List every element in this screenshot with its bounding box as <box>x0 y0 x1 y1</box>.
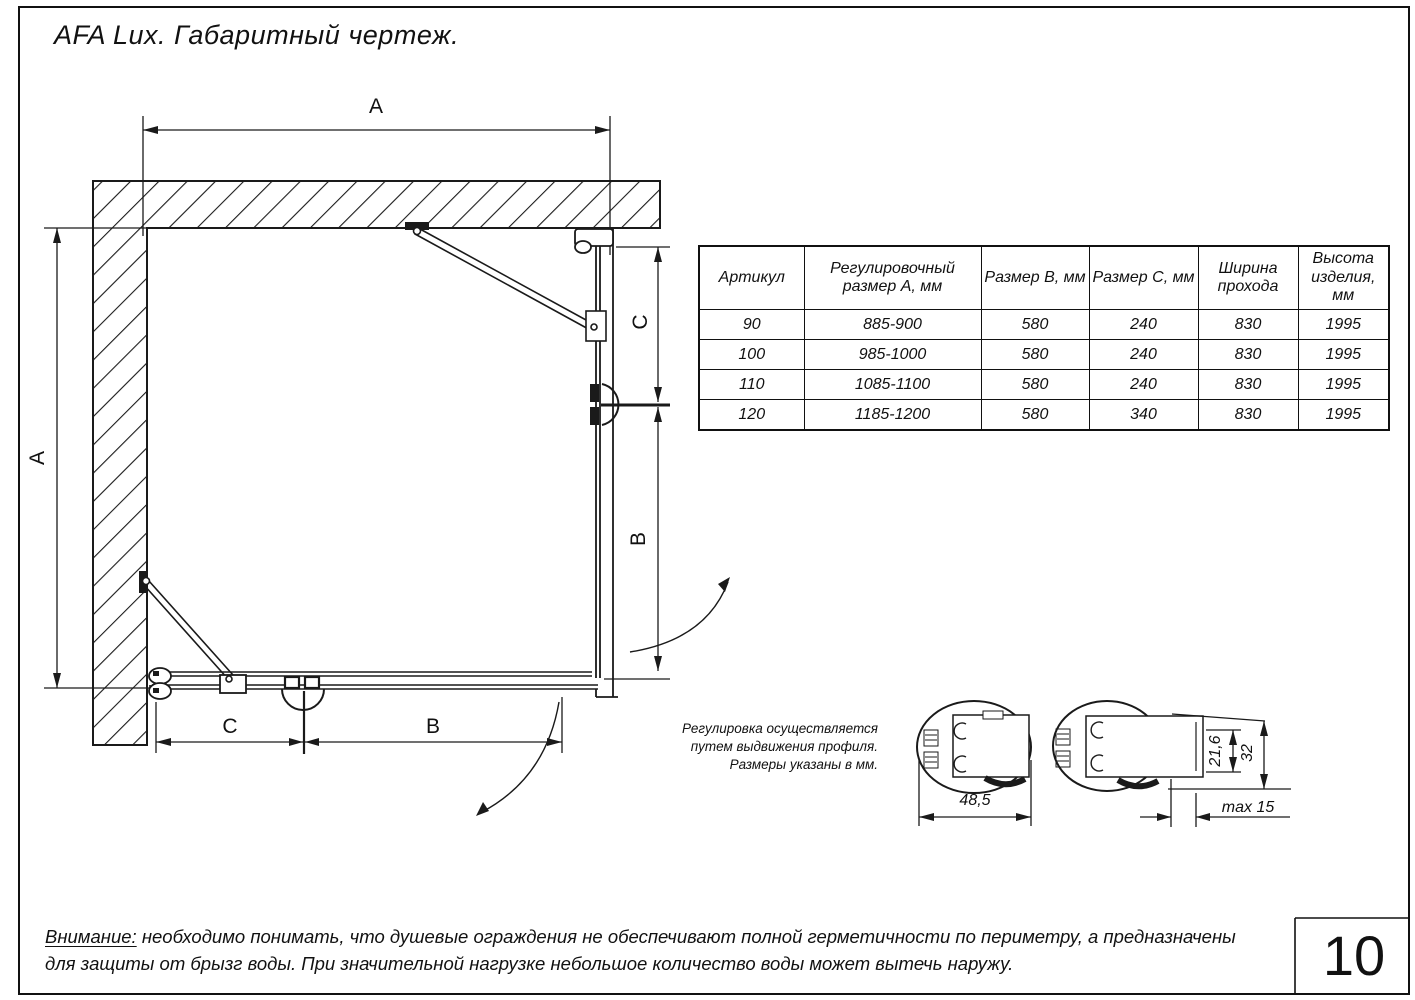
cell: 830 <box>1198 340 1298 370</box>
cell: 1185-1200 <box>804 400 981 431</box>
dim-label-c-right: C <box>629 314 652 330</box>
table-row <box>699 340 1389 370</box>
cell: 830 <box>1198 370 1298 400</box>
note-line: Размеры указаны в мм. <box>729 757 878 773</box>
cell: 240 <box>1089 340 1198 370</box>
warning-label: Внимание: <box>45 926 137 947</box>
dim-label-glass-depth: 21,6 <box>1207 735 1224 767</box>
cell: 985-1000 <box>804 340 981 370</box>
wall-hatch <box>93 181 660 745</box>
col-article: Артикул <box>699 246 804 310</box>
col-height: Высота изделия, мм <box>1298 246 1389 310</box>
spec-table <box>698 245 1390 431</box>
cell: 830 <box>1198 310 1298 340</box>
cell: 1995 <box>1298 310 1389 340</box>
warning-line-1: Внимание: необходимо понимать, что душевые ограждения не обеспечивают полной герметичности по периметру, а предназначены <box>45 926 1236 947</box>
col-size-c: Размер С, мм <box>1089 246 1198 310</box>
cell: 120 <box>699 400 804 431</box>
page-border <box>19 7 1409 994</box>
cell: 580 <box>981 340 1089 370</box>
warning-text <box>45 924 1255 978</box>
cell: 100 <box>699 340 804 370</box>
cell: 110 <box>699 370 804 400</box>
dim-label-profile-width: 48,5 <box>959 792 991 809</box>
cell: 885-900 <box>804 310 981 340</box>
dim-label-b-bottom: B <box>425 715 441 738</box>
note-line: путем выдвижения профиля. <box>690 739 878 755</box>
warning-line-2: для защиты от брызг воды. При значительной нагрузке небольшое количество воды может вытечь наружу. <box>45 952 1014 974</box>
table-row <box>699 400 1389 431</box>
dim-label-c-bottom: C <box>222 715 238 738</box>
dimension-cb-bottom <box>156 697 562 753</box>
cell: 580 <box>981 400 1089 431</box>
cell: 240 <box>1089 370 1198 400</box>
cell: 580 <box>981 310 1089 340</box>
dim-label-b-right: B <box>627 531 650 547</box>
table-header-row <box>699 246 1389 310</box>
page-title: AFA Lux. Габаритный чертеж. <box>54 20 460 50</box>
cell: 580 <box>981 370 1089 400</box>
dim-label-max-extension: max 15 <box>1221 799 1275 816</box>
right-panel <box>575 229 618 697</box>
col-size-b: Размер В, мм <box>981 246 1089 310</box>
col-pass-width: Ширина прохода <box>1198 246 1298 310</box>
cell: 240 <box>1089 310 1198 340</box>
front-panel <box>149 668 598 699</box>
cell: 1995 <box>1298 370 1389 400</box>
cell: 1995 <box>1298 400 1389 431</box>
dim-label-a-left: A <box>26 450 49 466</box>
cell: 340 <box>1089 400 1198 431</box>
table-row <box>699 370 1389 400</box>
cell: 830 <box>1198 400 1298 431</box>
col-size-a: Регулировочный размер А, мм <box>804 246 981 310</box>
cell: 1995 <box>1298 340 1389 370</box>
door-swing-arrow-right <box>630 577 730 652</box>
corner-fitting <box>149 668 171 684</box>
page-number: 10 <box>1322 923 1386 987</box>
door-swing-arrow-bottom <box>476 702 559 816</box>
adjustment-note <box>682 720 878 775</box>
cell: 90 <box>699 310 804 340</box>
cell: 1085-1100 <box>804 370 981 400</box>
dim-label-profile-height: 32 <box>1239 744 1256 762</box>
note-line: Регулировка осуществляется <box>682 721 878 736</box>
dim-label-a-top: A <box>368 95 384 118</box>
table-row <box>699 310 1389 340</box>
